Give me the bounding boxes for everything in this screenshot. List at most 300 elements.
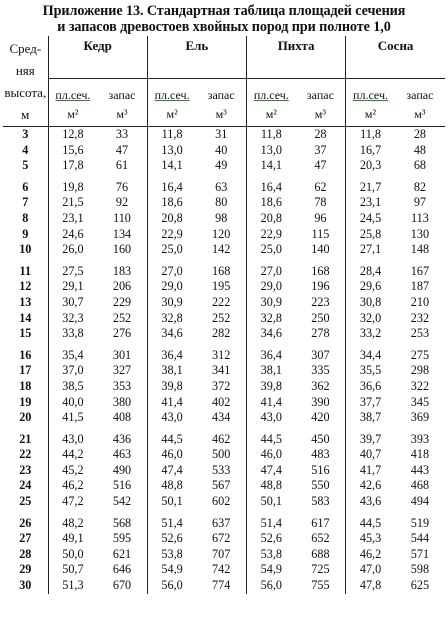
area-column-label: пл.сеч. xyxy=(346,79,395,103)
volume-cell: 168 xyxy=(212,263,231,278)
volume-cell: 725 xyxy=(311,562,330,577)
volume-cell: 463 xyxy=(112,447,132,462)
area-cell: 30,9 xyxy=(247,295,296,311)
area-cell: 46,0 xyxy=(147,447,196,463)
volume-cell: 110 xyxy=(113,210,131,225)
height-cell: 5 xyxy=(3,158,48,174)
volume-cell: 468 xyxy=(410,478,430,493)
area-cell: 48,8 xyxy=(247,478,296,494)
species-header-row xyxy=(3,36,445,79)
area-cell: 39,7 xyxy=(346,432,395,448)
height-column-header xyxy=(3,36,48,127)
volume-cell: 516 xyxy=(112,478,132,493)
area-cell: 21,7 xyxy=(346,180,395,196)
area-cell: 30,8 xyxy=(346,295,395,311)
area-cell: 38,7 xyxy=(346,410,395,426)
area-cell: 20,8 xyxy=(147,211,196,227)
table-row xyxy=(3,463,445,479)
height-cell: 7 xyxy=(3,195,48,211)
volume-cell: 420 xyxy=(311,410,330,425)
column-label-row xyxy=(3,79,445,103)
table-row xyxy=(3,311,445,327)
area-cell: 40,7 xyxy=(346,447,395,463)
volume-cell: 602 xyxy=(212,494,231,509)
volume-cell: 353 xyxy=(112,378,132,393)
area-cell: 42,6 xyxy=(346,478,395,494)
area-cell: 44,2 xyxy=(62,447,84,462)
volume-cell: 187 xyxy=(410,279,430,294)
height-cell: 11 xyxy=(3,264,48,280)
area-cell: 53,8 xyxy=(247,547,296,563)
volume-cell: 80 xyxy=(215,195,228,210)
volume-cell: 47 xyxy=(115,142,129,157)
volume-cell: 335 xyxy=(311,363,330,378)
area-cell: 32,8 xyxy=(247,311,296,327)
area-cell: 43,6 xyxy=(346,494,395,510)
area-column-label: пл.сеч. xyxy=(55,87,91,102)
table-row xyxy=(3,447,445,463)
height-cell: 15 xyxy=(3,326,48,342)
area-cell: 44,5 xyxy=(147,432,196,448)
area-cell: 16,7 xyxy=(346,143,395,159)
area-cell: 27,0 xyxy=(247,264,296,280)
volume-cell: 380 xyxy=(112,394,132,409)
table-row xyxy=(3,348,445,364)
area-cell: 53,8 xyxy=(147,547,196,563)
volume-cell: 48 xyxy=(413,142,426,157)
area-cell: 38,1 xyxy=(147,363,196,379)
area-cell: 21,5 xyxy=(62,195,84,210)
height-cell: 21 xyxy=(3,432,48,448)
volume-cell: 28 xyxy=(314,127,327,141)
volume-cell: 571 xyxy=(410,546,430,561)
volume-cell: 443 xyxy=(410,462,430,477)
area-cell: 11,8 xyxy=(147,127,196,143)
area-cell: 20,8 xyxy=(247,211,296,227)
area-cell: 30,9 xyxy=(147,295,196,311)
area-cell: 50,0 xyxy=(62,546,84,561)
volume-cell: 307 xyxy=(311,347,330,362)
height-header-line: м xyxy=(21,107,30,122)
volume-cell: 113 xyxy=(410,210,429,225)
height-cell: 12 xyxy=(3,279,48,295)
area-cell: 54,9 xyxy=(247,562,296,578)
volume-cell: 63 xyxy=(215,179,228,194)
volume-cell: 434 xyxy=(212,410,231,425)
volume-unit: м³ xyxy=(97,103,147,127)
area-cell: 32,8 xyxy=(147,311,196,327)
volume-cell: 595 xyxy=(112,531,132,546)
volume-cell: 450 xyxy=(311,431,330,446)
area-cell: 51,3 xyxy=(62,578,84,593)
height-header-line: няя xyxy=(15,63,35,78)
volume-cell: 312 xyxy=(212,347,231,362)
volume-cell: 542 xyxy=(112,494,132,509)
area-cell: 46,0 xyxy=(247,447,296,463)
area-cell: 50,7 xyxy=(62,562,84,577)
volume-cell: 742 xyxy=(212,562,231,577)
volume-cell: 160 xyxy=(112,242,132,257)
area-cell: 27,1 xyxy=(346,242,395,258)
volume-cell: 232 xyxy=(410,310,430,325)
volume-cell: 617 xyxy=(311,515,330,530)
volume-cell: 76 xyxy=(115,179,129,194)
volume-cell: 755 xyxy=(311,578,330,593)
area-cell: 23,1 xyxy=(346,195,395,211)
area-cell: 32,3 xyxy=(62,310,84,325)
area-cell: 43,0 xyxy=(62,431,84,446)
area-cell: 27,5 xyxy=(62,263,84,278)
table-row xyxy=(3,279,445,295)
area-cell: 11,8 xyxy=(346,127,395,143)
area-cell: 50,1 xyxy=(147,494,196,510)
table-row xyxy=(3,478,445,494)
volume-cell: 130 xyxy=(410,226,430,241)
height-cell: 30 xyxy=(3,578,48,594)
area-cell: 23,1 xyxy=(62,210,84,225)
height-cell: 22 xyxy=(3,447,48,463)
table-row xyxy=(3,242,445,258)
area-cell: 17,8 xyxy=(62,158,84,173)
volume-cell: 494 xyxy=(410,494,430,509)
volume-cell: 229 xyxy=(112,294,132,309)
volume-cell: 31 xyxy=(215,127,228,141)
title-line-1: Приложение 13. Стандартная таблица площадей сечения xyxy=(42,3,406,19)
volume-column-label: запас xyxy=(207,87,235,102)
height-cell: 28 xyxy=(3,547,48,563)
height-cell: 27 xyxy=(3,531,48,547)
area-cell: 47,4 xyxy=(147,463,196,479)
volume-cell: 37 xyxy=(314,142,327,157)
area-cell: 29,0 xyxy=(247,279,296,295)
volume-cell: 252 xyxy=(212,310,231,325)
area-cell: 41,4 xyxy=(147,395,196,411)
volume-cell: 278 xyxy=(311,326,330,341)
area-cell: 40,0 xyxy=(62,394,84,409)
volume-cell: 688 xyxy=(311,546,330,561)
area-cell: 13,0 xyxy=(147,143,196,159)
area-cell: 29,6 xyxy=(346,279,395,295)
height-cell: 19 xyxy=(3,395,48,411)
area-column-label: пл.сеч. xyxy=(247,79,296,103)
area-cell: 32,0 xyxy=(346,311,395,327)
volume-cell: 483 xyxy=(311,447,330,462)
height-cell: 6 xyxy=(3,180,48,196)
area-cell: 44,5 xyxy=(247,432,296,448)
volume-cell: 598 xyxy=(410,562,430,577)
area-cell: 36,4 xyxy=(147,348,196,364)
area-cell: 16,4 xyxy=(247,180,296,196)
height-header-line: Сред- xyxy=(9,41,42,56)
area-cell: 41,7 xyxy=(346,463,395,479)
area-cell: 35,5 xyxy=(346,363,395,379)
volume-cell: 567 xyxy=(212,478,231,493)
table-row xyxy=(3,547,445,563)
area-cell: 25,0 xyxy=(147,242,196,258)
volume-cell: 621 xyxy=(112,546,132,561)
volume-unit: м³ xyxy=(196,103,246,127)
area-cell: 34,6 xyxy=(247,326,296,342)
area-cell: 46,2 xyxy=(62,478,84,493)
volume-cell: 637 xyxy=(212,515,231,530)
area-cell: 14,1 xyxy=(247,158,296,174)
volume-cell: 115 xyxy=(311,226,330,241)
volume-cell: 61 xyxy=(115,158,129,173)
area-cell: 35,4 xyxy=(62,347,84,362)
volume-cell: 40 xyxy=(215,142,228,157)
volume-cell: 206 xyxy=(112,279,132,294)
volume-cell: 402 xyxy=(212,394,231,409)
volume-cell: 345 xyxy=(410,394,430,409)
area-cell: 44,5 xyxy=(346,516,395,532)
area-cell: 48,2 xyxy=(62,515,84,530)
height-cell: 10 xyxy=(3,242,48,258)
volume-cell: 550 xyxy=(311,478,330,493)
table-body xyxy=(3,127,445,594)
volume-cell: 500 xyxy=(212,447,231,462)
area-cell: 48,8 xyxy=(147,478,196,494)
volume-cell: 195 xyxy=(212,279,231,294)
table-row xyxy=(3,326,445,342)
table-row xyxy=(3,494,445,510)
volume-cell: 322 xyxy=(410,378,430,393)
area-cell: 37,7 xyxy=(346,395,395,411)
area-cell: 36,4 xyxy=(247,348,296,364)
volume-cell: 418 xyxy=(410,447,430,462)
volume-cell: 362 xyxy=(311,378,330,393)
area-unit: м² xyxy=(346,103,395,127)
table-row xyxy=(3,264,445,280)
area-cell: 15,6 xyxy=(62,142,84,157)
volume-cell: 96 xyxy=(314,210,327,225)
area-cell: 16,4 xyxy=(147,180,196,196)
height-cell: 16 xyxy=(3,348,48,364)
area-cell: 43,0 xyxy=(147,410,196,426)
area-cell: 29,1 xyxy=(62,279,84,294)
height-cell: 8 xyxy=(3,211,48,227)
volume-cell: 390 xyxy=(311,394,330,409)
area-cell: 47,2 xyxy=(62,494,84,509)
area-cell: 47,8 xyxy=(346,578,395,594)
volume-cell: 148 xyxy=(410,242,430,257)
table-row xyxy=(3,180,445,196)
volume-cell: 223 xyxy=(311,294,330,309)
area-column-label: пл.сеч. xyxy=(147,79,196,103)
table-row xyxy=(3,379,445,395)
volume-cell: 276 xyxy=(112,326,132,341)
volume-cell: 62 xyxy=(314,179,327,194)
volume-cell: 372 xyxy=(212,378,231,393)
area-cell: 51,4 xyxy=(147,516,196,532)
height-cell: 25 xyxy=(3,494,48,510)
area-cell: 45,2 xyxy=(62,462,84,477)
volume-cell: 436 xyxy=(112,431,132,446)
area-cell: 46,2 xyxy=(346,547,395,563)
volume-cell: 222 xyxy=(212,294,231,309)
area-cell: 22,9 xyxy=(247,227,296,243)
height-cell: 29 xyxy=(3,562,48,578)
area-cell: 50,1 xyxy=(247,494,296,510)
area-cell: 38,5 xyxy=(62,378,84,393)
unit-row xyxy=(3,103,445,127)
height-cell: 18 xyxy=(3,379,48,395)
area-cell: 24,6 xyxy=(62,226,84,241)
area-cell: 45,3 xyxy=(346,531,395,547)
area-cell: 29,0 xyxy=(147,279,196,295)
volume-cell: 97 xyxy=(413,195,426,210)
height-header-line: высота, xyxy=(4,85,47,100)
volume-cell: 140 xyxy=(311,242,330,257)
area-cell: 19,8 xyxy=(62,179,84,194)
table-row xyxy=(3,211,445,227)
species-header-kedr: Кедр xyxy=(48,36,147,79)
height-cell: 20 xyxy=(3,410,48,426)
area-cell: 33,8 xyxy=(62,326,84,341)
area-cell: 47,0 xyxy=(346,562,395,578)
volume-cell: 583 xyxy=(311,494,330,509)
volume-cell: 670 xyxy=(112,578,132,593)
area-cell: 28,4 xyxy=(346,264,395,280)
area-unit: м² xyxy=(247,103,296,127)
volume-column-label: запас xyxy=(108,87,136,102)
area-cell: 37,0 xyxy=(62,363,84,378)
table-title xyxy=(0,0,448,35)
volume-cell: 408 xyxy=(112,410,132,425)
area-unit: м² xyxy=(48,103,97,127)
table-row xyxy=(3,578,445,594)
volume-cell: 68 xyxy=(413,158,426,173)
table-row xyxy=(3,531,445,547)
volume-cell: 369 xyxy=(410,410,430,425)
height-cell: 4 xyxy=(3,143,48,159)
volume-cell: 774 xyxy=(212,578,231,593)
area-cell: 26,0 xyxy=(62,242,84,257)
volume-cell: 393 xyxy=(410,431,430,446)
area-cell: 52,6 xyxy=(247,531,296,547)
volume-cell: 672 xyxy=(212,531,231,546)
volume-unit: м³ xyxy=(395,103,445,127)
volume-cell: 519 xyxy=(410,515,430,530)
area-cell: 11,8 xyxy=(247,127,296,143)
table-row xyxy=(3,363,445,379)
area-cell: 49,1 xyxy=(62,531,84,546)
area-cell: 18,6 xyxy=(147,195,196,211)
area-cell: 34,6 xyxy=(147,326,196,342)
area-cell: 33,2 xyxy=(346,326,395,342)
area-cell: 24,5 xyxy=(346,211,395,227)
area-cell: 30,7 xyxy=(62,294,84,309)
volume-cell: 142 xyxy=(212,242,231,257)
area-cell: 25,8 xyxy=(346,227,395,243)
volume-cell: 625 xyxy=(410,578,430,593)
volume-column-label: запас xyxy=(306,87,334,102)
height-cell: 9 xyxy=(3,227,48,243)
volume-cell: 250 xyxy=(311,310,330,325)
species-header-el: Ель xyxy=(147,36,246,79)
volume-cell: 28 xyxy=(413,127,426,141)
volume-cell: 134 xyxy=(112,226,132,241)
area-cell: 13,0 xyxy=(247,143,296,159)
volume-cell: 210 xyxy=(410,294,430,309)
volume-cell: 196 xyxy=(311,279,330,294)
volume-cell: 282 xyxy=(212,326,231,341)
table-row xyxy=(3,410,445,426)
volume-cell: 275 xyxy=(410,347,430,362)
area-cell: 12,8 xyxy=(62,127,84,141)
volume-cell: 78 xyxy=(314,195,327,210)
area-cell: 36,6 xyxy=(346,379,395,395)
volume-cell: 544 xyxy=(410,531,430,546)
table-row xyxy=(3,158,445,174)
area-cell: 41,4 xyxy=(247,395,296,411)
table-row xyxy=(3,295,445,311)
volume-cell: 253 xyxy=(410,326,430,341)
area-cell: 47,4 xyxy=(247,463,296,479)
volume-cell: 707 xyxy=(212,546,231,561)
height-cell: 24 xyxy=(3,478,48,494)
volume-cell: 183 xyxy=(112,263,132,278)
volume-cell: 49 xyxy=(215,158,228,173)
height-cell: 17 xyxy=(3,363,48,379)
table-row xyxy=(3,127,445,143)
species-header-sosna: Сосна xyxy=(346,36,445,79)
table-row xyxy=(3,516,445,532)
area-cell: 34,4 xyxy=(346,348,395,364)
volume-cell: 98 xyxy=(215,210,228,225)
volume-column-label: запас xyxy=(406,87,434,102)
height-cell: 26 xyxy=(3,516,48,532)
area-unit: м² xyxy=(147,103,196,127)
table-row xyxy=(3,432,445,448)
volume-cell: 301 xyxy=(112,347,132,362)
volume-unit: м³ xyxy=(296,103,346,127)
species-header-pikhta: Пихта xyxy=(247,36,346,79)
area-cell: 22,9 xyxy=(147,227,196,243)
area-cell: 20,3 xyxy=(346,158,395,174)
area-cell: 25,0 xyxy=(247,242,296,258)
volume-cell: 82 xyxy=(413,179,426,194)
volume-cell: 490 xyxy=(112,462,132,477)
height-cell: 23 xyxy=(3,463,48,479)
area-cell: 51,4 xyxy=(247,516,296,532)
table-row xyxy=(3,395,445,411)
volume-cell: 33 xyxy=(115,127,129,141)
volume-cell: 252 xyxy=(112,310,132,325)
volume-cell: 652 xyxy=(311,531,330,546)
volume-cell: 462 xyxy=(212,431,231,446)
area-cell: 56,0 xyxy=(147,578,196,594)
volume-cell: 646 xyxy=(112,562,132,577)
area-cell: 27,0 xyxy=(147,264,196,280)
area-cell: 54,9 xyxy=(147,562,196,578)
volume-cell: 533 xyxy=(212,462,231,477)
volume-cell: 341 xyxy=(212,363,231,378)
area-cell: 38,1 xyxy=(247,363,296,379)
area-cell: 56,0 xyxy=(247,578,296,594)
area-cell: 41,5 xyxy=(62,410,84,425)
area-cell: 39,8 xyxy=(147,379,196,395)
height-cell: 13 xyxy=(3,295,48,311)
table-row xyxy=(3,562,445,578)
volume-cell: 568 xyxy=(112,515,132,530)
area-cell: 52,6 xyxy=(147,531,196,547)
area-cell: 14,1 xyxy=(147,158,196,174)
volume-cell: 120 xyxy=(212,226,231,241)
area-cell: 18,6 xyxy=(247,195,296,211)
volume-cell: 327 xyxy=(112,363,132,378)
volume-cell: 168 xyxy=(311,263,330,278)
area-cell: 39,8 xyxy=(247,379,296,395)
